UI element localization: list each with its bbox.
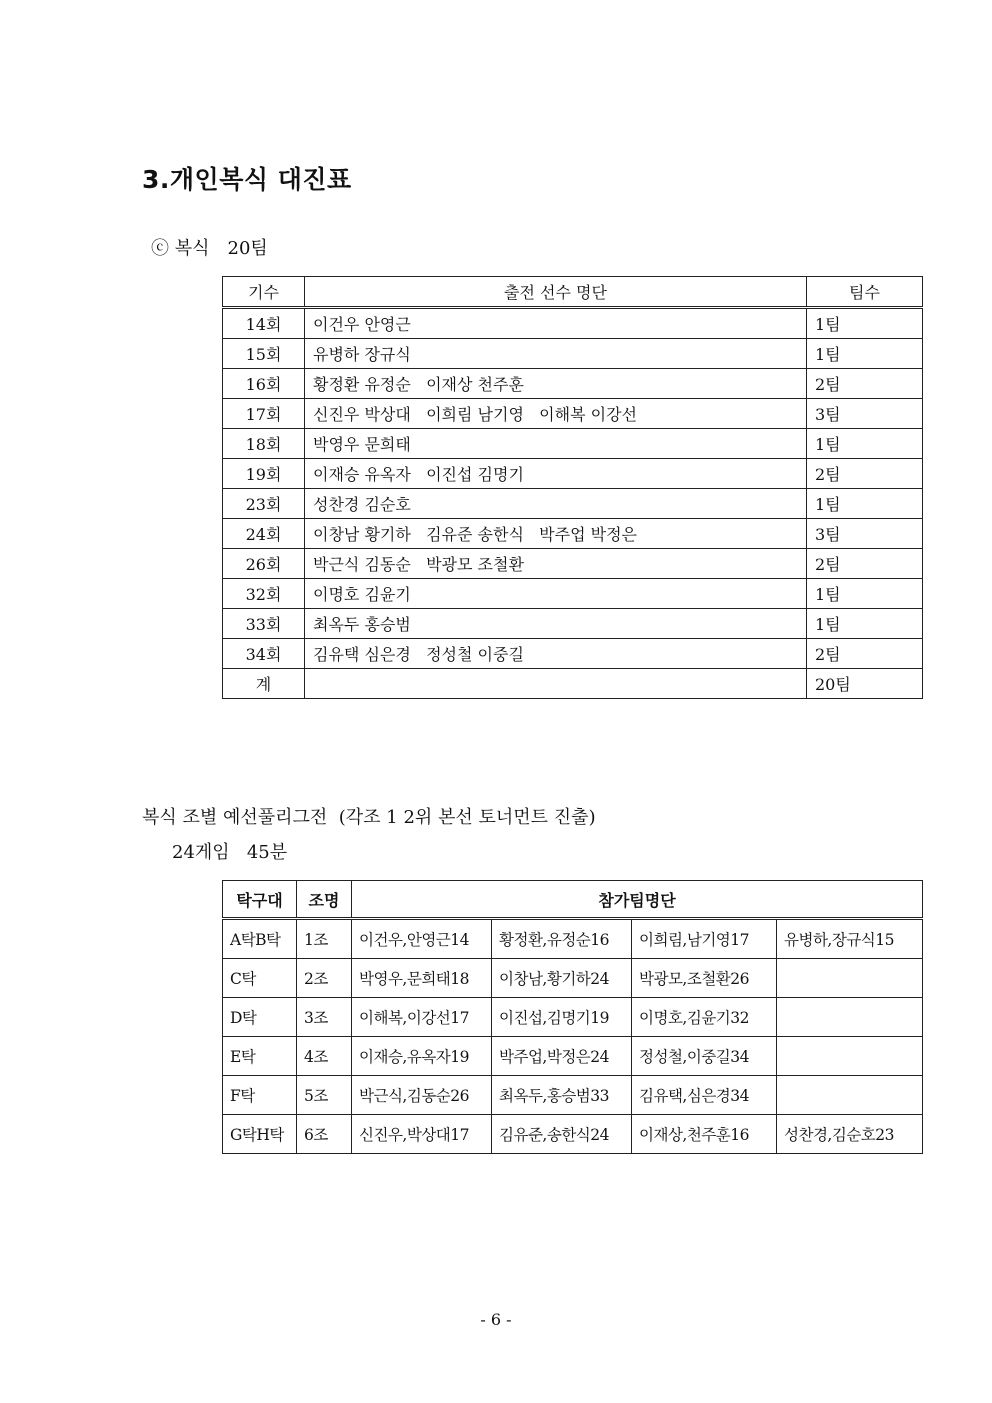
cell-term: 계	[223, 669, 305, 699]
cell-team: 이창남,황기하24	[492, 959, 632, 998]
cell-group: 5조	[297, 1076, 352, 1115]
cell-teams: 20팀	[807, 669, 923, 699]
cell-teams: 3팀	[807, 399, 923, 429]
cell-teams: 1팀	[807, 429, 923, 459]
table-row	[223, 429, 923, 459]
cell-term: 17회	[223, 399, 305, 429]
cell-players: 신진우 박상대 이희림 남기영 이해복 이강선	[305, 399, 807, 429]
cell-team: 이재승,유옥자19	[352, 1037, 492, 1076]
header-group: 조명	[297, 881, 352, 919]
cell-term: 26회	[223, 549, 305, 579]
cell-team: 이해복,이강선17	[352, 998, 492, 1037]
subtitle-mark: ⓒ 복식	[151, 238, 210, 259]
cell-term: 19회	[223, 459, 305, 489]
section2-sub: 24게임 45분	[172, 842, 288, 863]
cell-team: 김유택,심은경34	[632, 1076, 777, 1115]
table-row	[223, 669, 923, 699]
cell-table: D탁	[223, 998, 297, 1037]
cell-team: 박광모,조철환26	[632, 959, 777, 998]
table-row	[223, 369, 923, 399]
cell-group: 1조	[297, 919, 352, 959]
cell-team: 이재상,천주훈16	[632, 1115, 777, 1154]
cell-term: 18회	[223, 429, 305, 459]
cell-group: 6조	[297, 1115, 352, 1154]
cell-team	[777, 998, 923, 1037]
cell-players: 최옥두 홍승범	[305, 609, 807, 639]
cell-term: 32회	[223, 579, 305, 609]
cell-teams: 3팀	[807, 519, 923, 549]
table-row	[223, 639, 923, 669]
cell-teams: 1팀	[807, 609, 923, 639]
cell-players: 박근식 김동순 박광모 조철환	[305, 549, 807, 579]
cell-term: 14회	[223, 308, 305, 339]
cell-group: 4조	[297, 1037, 352, 1076]
cell-teams: 2팀	[807, 639, 923, 669]
table-row	[223, 459, 923, 489]
cell-players: 유병하 장규식	[305, 339, 807, 369]
table-row	[223, 609, 923, 639]
roster-table	[222, 276, 923, 699]
cell-group: 2조	[297, 959, 352, 998]
cell-players: 이창남 황기하 김유준 송한식 박주업 박정은	[305, 519, 807, 549]
table-row	[223, 1076, 923, 1115]
page-title: 3.개인복식 대진표	[142, 165, 352, 194]
header-players: 출전 선수 명단	[305, 277, 807, 308]
cell-team: 정성철,이중길34	[632, 1037, 777, 1076]
header-table: 탁구대	[223, 881, 297, 919]
table-row	[223, 1115, 923, 1154]
cell-team: 이건우,안영근14	[352, 919, 492, 959]
cell-table: A탁B탁	[223, 919, 297, 959]
cell-table: E탁	[223, 1037, 297, 1076]
cell-table: C탁	[223, 959, 297, 998]
cell-teams: 1팀	[807, 339, 923, 369]
table-row	[223, 489, 923, 519]
cell-team: 최옥두,홍승범33	[492, 1076, 632, 1115]
cell-players: 김유택 심은경 정성철 이중길	[305, 639, 807, 669]
cell-players: 성찬경 김순호	[305, 489, 807, 519]
group-table	[222, 880, 923, 1154]
cell-teams: 2팀	[807, 549, 923, 579]
cell-team: 이명호,김윤기32	[632, 998, 777, 1037]
cell-teams: 2팀	[807, 459, 923, 489]
table-row	[223, 308, 923, 339]
table-row	[223, 998, 923, 1037]
cell-players: 이건우 안영근	[305, 308, 807, 339]
cell-term: 15회	[223, 339, 305, 369]
cell-term: 33회	[223, 609, 305, 639]
table-row	[223, 399, 923, 429]
cell-team	[777, 959, 923, 998]
roster-header-row	[223, 277, 923, 308]
section2-heading: 복식 조별 예선풀리그전 (각조 1 2위 본선 토너먼트 진출)	[142, 807, 596, 828]
cell-term: 16회	[223, 369, 305, 399]
cell-team	[777, 1076, 923, 1115]
cell-team: 김유준,송한식24	[492, 1115, 632, 1154]
table-row	[223, 1037, 923, 1076]
table-row	[223, 339, 923, 369]
table-row	[223, 549, 923, 579]
cell-table: G탁H탁	[223, 1115, 297, 1154]
doubles-subtitle	[151, 234, 268, 260]
cell-team: 황정환,유정순16	[492, 919, 632, 959]
table-row	[223, 959, 923, 998]
cell-term: 24회	[223, 519, 305, 549]
subtitle-count: 20팀	[227, 238, 268, 259]
cell-team: 신진우,박상대17	[352, 1115, 492, 1154]
cell-team: 이희림,남기영17	[632, 919, 777, 959]
cell-players: 이재승 유옥자 이진섭 김명기	[305, 459, 807, 489]
table-row	[223, 579, 923, 609]
cell-team: 박주업,박정은24	[492, 1037, 632, 1076]
cell-teams: 1팀	[807, 579, 923, 609]
cell-players	[305, 669, 807, 699]
header-team-list: 참가팀명단	[352, 881, 923, 919]
cell-players: 박영우 문희태	[305, 429, 807, 459]
cell-team: 이진섭,김명기19	[492, 998, 632, 1037]
cell-table: F탁	[223, 1076, 297, 1115]
cell-term: 34회	[223, 639, 305, 669]
table-row	[223, 919, 923, 959]
cell-team: 성찬경,김순호23	[777, 1115, 923, 1154]
cell-group: 3조	[297, 998, 352, 1037]
table-row	[223, 519, 923, 549]
cell-team: 박영우,문희태18	[352, 959, 492, 998]
header-teams: 팀수	[807, 277, 923, 308]
cell-team	[777, 1037, 923, 1076]
cell-players: 황정환 유정순 이재상 천주훈	[305, 369, 807, 399]
cell-team: 유병하,장규식15	[777, 919, 923, 959]
group-header-row	[223, 881, 923, 919]
page-number: - 6 -	[480, 1310, 512, 1329]
cell-teams: 1팀	[807, 308, 923, 339]
cell-teams: 2팀	[807, 369, 923, 399]
header-term: 기수	[223, 277, 305, 308]
cell-teams: 1팀	[807, 489, 923, 519]
cell-team: 박근식,김동순26	[352, 1076, 492, 1115]
cell-term: 23회	[223, 489, 305, 519]
cell-players: 이명호 김윤기	[305, 579, 807, 609]
